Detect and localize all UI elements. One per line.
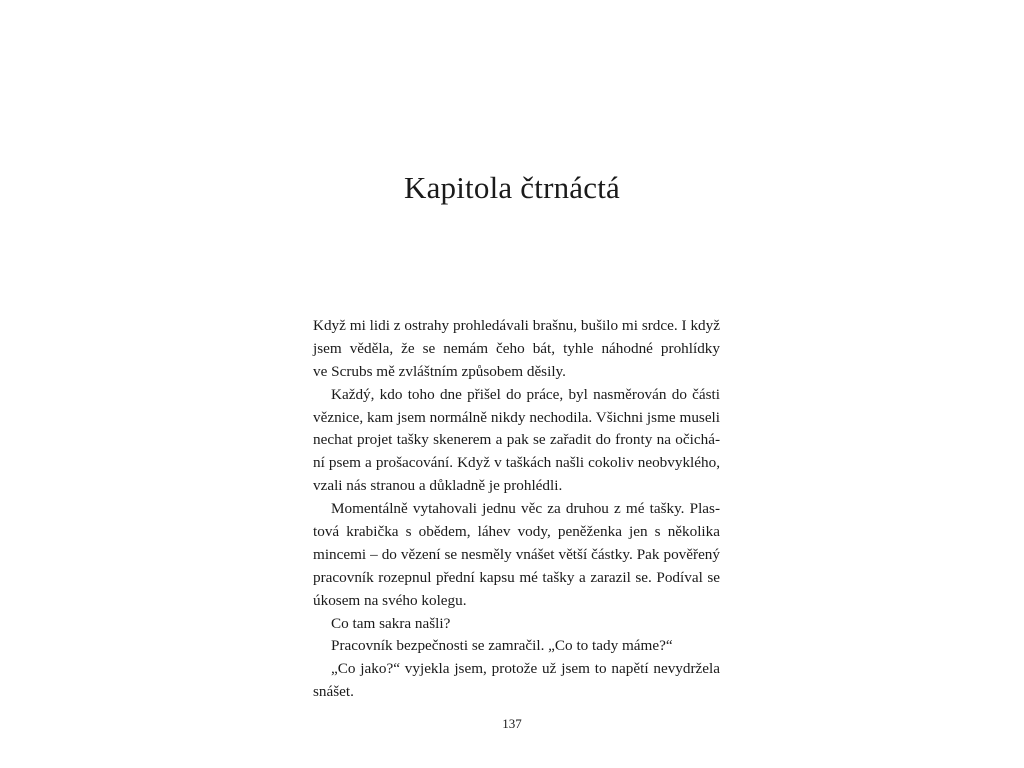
text-line: nechat projet tašky skenerem a pak se zařadit do fronty na očichá- [313, 431, 720, 449]
text-line: úkosem na svého kolegu. [313, 591, 467, 609]
text-line: jsem věděla, že se nemám čeho bát, tyhle náhodné prohlídky [313, 339, 720, 357]
text-line: pracovník rozepnul přední kapsu mé tašky a zarazil se. Podíval se [313, 568, 720, 586]
text-line: „Co jako?“ vyjekla jsem, protože už jsem to napětí nevydržela [331, 660, 720, 678]
body-text [313, 315, 720, 704]
text-line: ní psem a prošacování. Když v taškách našli cokoliv neobvyklého, [313, 454, 720, 472]
chapter-title: Kapitola čtrnáctá [404, 170, 620, 205]
text-line: Pracovník bezpečnosti se zamračil. „Co to tady máme?“ [331, 637, 673, 655]
text-line: ve Scrubs mě zvláštním způsobem děsily. [313, 362, 566, 380]
text-line: mincemi – do vězení se nesměly vnášet větší částky. Pak pověřený [313, 545, 720, 563]
text-line: Když mi lidi z ostrahy prohledávali brašnu, bušilo mi srdce. I když [313, 317, 720, 334]
text-line: tová krabička s obědem, láhev vody, peněženka jen s několika [313, 523, 720, 541]
text-line: Každý, kdo toho dne přišel do práce, byl nasměrován do části [331, 385, 720, 403]
text-line: Momentálně vytahovali jednu věc za druhou z mé tašky. Plas- [331, 500, 720, 518]
text-line: snášet. [313, 683, 354, 701]
text-line: věznice, kam jsem normálně nikdy nechodila. Všichni jsme museli [313, 408, 720, 426]
page-number: 137 [502, 716, 522, 731]
text-line: vzali nás stranou a důkladně je prohlédli. [313, 477, 563, 495]
text-line: Co tam sakra našli? [331, 614, 451, 632]
